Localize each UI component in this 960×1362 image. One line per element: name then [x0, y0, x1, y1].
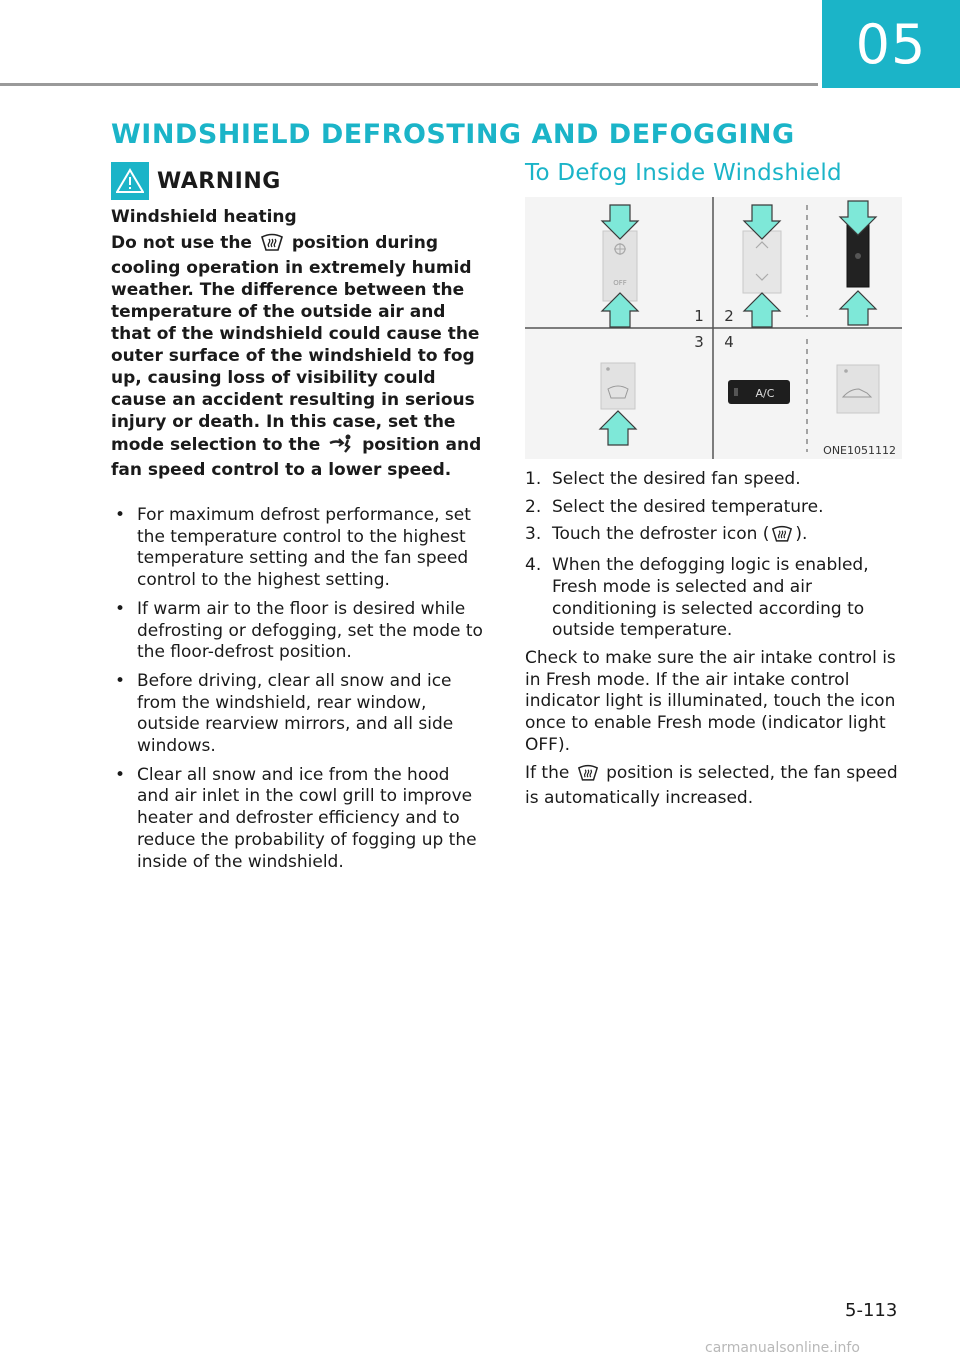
warning-text-part: position and fan speed control to a lower speed.	[111, 435, 482, 480]
fresh-mode-paragraph: Check to make sure the air intake control is in Fresh mode. If the air intake control indicator light is illuminated, touch the icon once to enable Fresh mode (indicator light OFF).	[525, 647, 896, 755]
page-number: 5-113	[845, 1300, 898, 1321]
list-item: • Before driving, clear all snow and ice from the windshield, rear window, outside rearview mirrors, and all side windows.	[115, 670, 454, 757]
list-item: 4. When the defogging logic is enabled, Fresh mode is selected and air conditioning is selected according to outside temperature.	[525, 555, 869, 641]
tips-list	[111, 505, 486, 873]
warning-text-part: position during cooling operation in extremely humid weather. The difference between the temperature of the outside air and that of the windshield could cause the outer surface of the windshield to fog up, causing loss of visibility could cause an accident resulting in serious injury or death. In this case, set the mode selection to the	[111, 233, 480, 455]
ac-button-label: A/C	[755, 387, 775, 400]
fan-speed-paragraph: If the position is selected, the fan speed is automatically increased.	[525, 763, 898, 809]
list-item: • Clear all snow and ice from the hood and air inlet in the cowl grill to improve heater and defroster efficiency and to reduce the probability of fogging up the inside of the windshield.	[115, 764, 477, 872]
warning-text-part: Do not use the	[111, 233, 252, 253]
defroster-icon	[771, 525, 793, 549]
list-item: • If warm air to the floor is desired while defrosting or defogging, set the mode to the floor-defrost position.	[115, 598, 483, 663]
section-title: WINDSHIELD DEFROSTING AND DEFOGGING	[111, 119, 795, 150]
figure-code: ONE1051112	[823, 444, 896, 457]
header-rule	[0, 83, 818, 86]
fan-off-label: OFF	[613, 279, 627, 287]
list-item: 2. Select the desired temperature.	[525, 496, 824, 517]
warning-subtitle: Windshield heating	[111, 207, 297, 227]
warning-column	[111, 162, 486, 880]
list-item: • For maximum defrost performance, set the temperature control to the highest temperature setting and the fan speed control to the highest setting.	[115, 505, 471, 591]
control-panel-illustration	[525, 197, 902, 459]
defroster-icon	[577, 764, 599, 788]
mode-face-icon	[328, 433, 354, 459]
figure-label-4: 4	[724, 333, 734, 351]
watermark: carmanualsonline.info	[705, 1340, 860, 1356]
warning-heading	[111, 162, 486, 200]
list-item: 3. Touch the defroster icon ( ).	[525, 524, 903, 549]
defog-title: To Defog Inside Windshield	[525, 160, 842, 186]
figure-label-2: 2	[724, 307, 734, 325]
list-item: 1. Select the desired fan speed.	[525, 469, 801, 489]
warning-text	[111, 232, 486, 481]
defog-column	[525, 160, 903, 810]
figure-label-1: 1	[694, 307, 704, 325]
chapter-tab	[822, 0, 960, 88]
warning-icon	[111, 162, 149, 200]
control-panel-figure	[525, 197, 902, 459]
chapter-number: 05	[855, 12, 927, 76]
defroster-icon	[260, 233, 284, 257]
defog-steps	[525, 469, 903, 642]
figure-label-3: 3	[694, 333, 704, 351]
warning-title: WARNING	[157, 168, 281, 194]
